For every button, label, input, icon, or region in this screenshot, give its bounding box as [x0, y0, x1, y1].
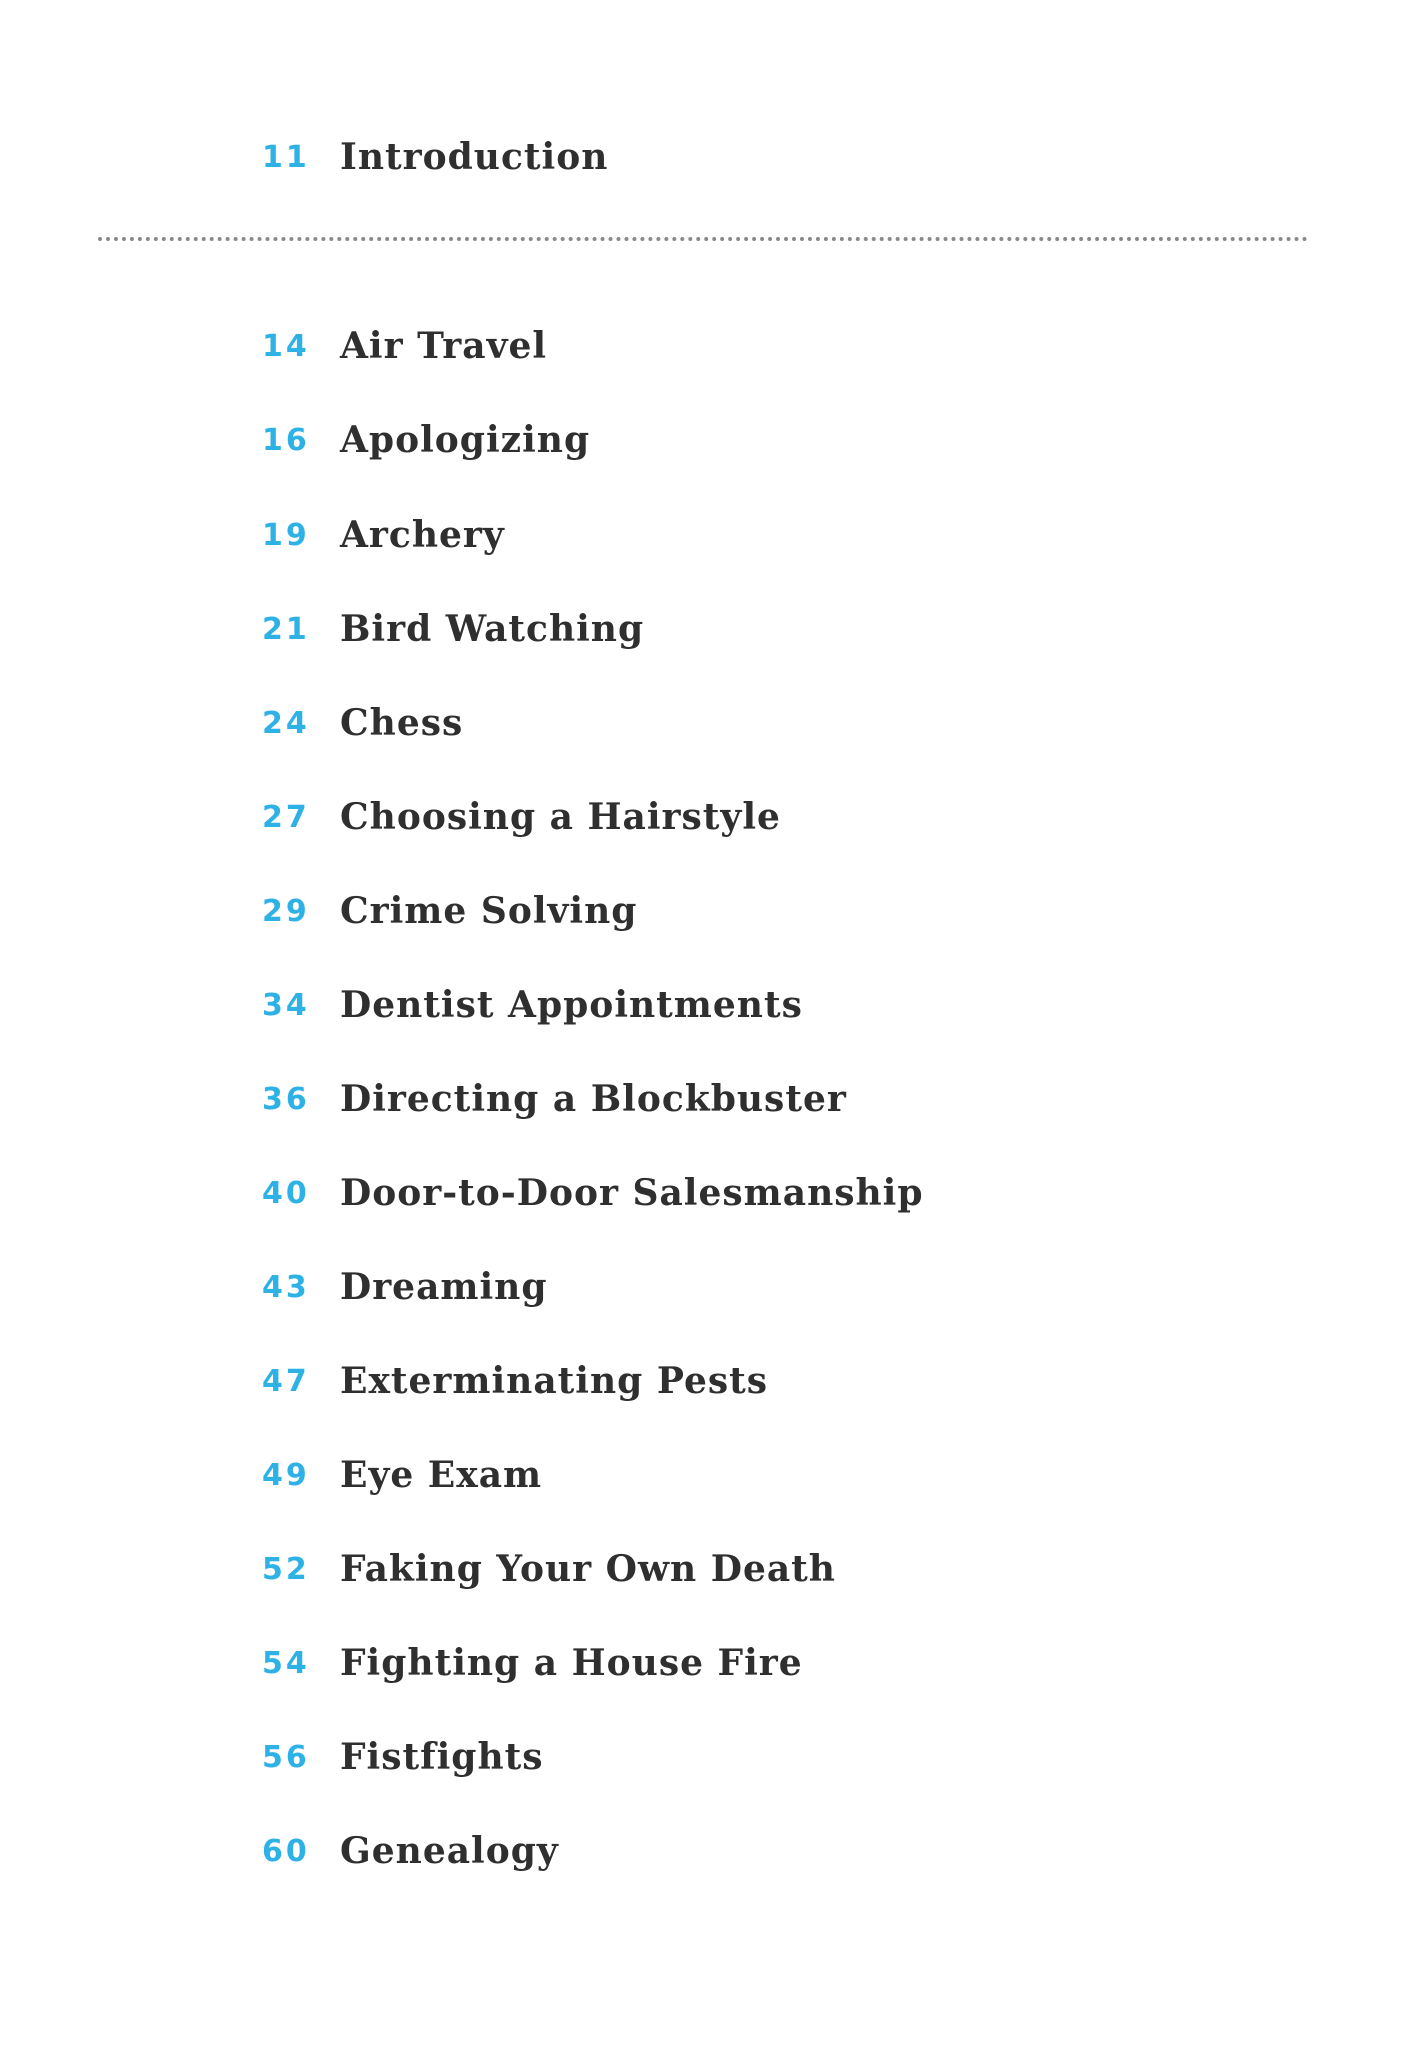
toc-title: Chess — [340, 702, 464, 744]
toc-title: Air Travel — [340, 325, 548, 367]
toc-title: Archery — [340, 514, 505, 556]
toc-page-number: 40 — [262, 1175, 310, 1211]
toc-title: Dentist Appointments — [340, 984, 803, 1026]
toc-entry[interactable] — [262, 505, 505, 565]
toc-page-number: 24 — [262, 705, 310, 741]
toc-entry[interactable] — [262, 1163, 924, 1223]
toc-entry[interactable] — [262, 881, 637, 941]
toc-entry-introduction[interactable] — [262, 127, 608, 187]
toc-page-number: 43 — [262, 1269, 310, 1305]
toc-page-number: 19 — [262, 517, 310, 553]
toc-page-number: 29 — [262, 893, 310, 929]
toc-page-number: 49 — [262, 1457, 310, 1493]
toc-page-number: 27 — [262, 799, 310, 835]
toc-entry[interactable] — [262, 1821, 559, 1881]
toc-title: Bird Watching — [340, 608, 645, 650]
toc-entry[interactable] — [262, 1069, 847, 1129]
toc-entry[interactable] — [262, 1351, 768, 1411]
toc-entry[interactable] — [262, 1633, 803, 1693]
toc-title: Apologizing — [340, 419, 591, 461]
dotted-divider — [98, 237, 1308, 241]
toc-page-number: 54 — [262, 1645, 310, 1681]
toc-page-number: 56 — [262, 1739, 310, 1775]
toc-page-number: 14 — [262, 328, 310, 364]
toc-title: Choosing a Hairstyle — [340, 796, 781, 838]
toc-page-number: 11 — [262, 139, 310, 175]
toc-entry[interactable] — [262, 1727, 544, 1787]
toc-entry[interactable] — [262, 693, 463, 753]
toc-title: Door-to-Door Salesmanship — [340, 1172, 924, 1214]
toc-page-number: 47 — [262, 1363, 310, 1399]
toc-entry[interactable] — [262, 787, 781, 847]
toc-title: Fighting a House Fire — [340, 1642, 803, 1684]
toc-entry[interactable] — [262, 1445, 542, 1505]
toc-title: Exterminating Pests — [340, 1360, 769, 1402]
toc-title: Crime Solving — [340, 890, 638, 932]
toc-page-number: 16 — [262, 422, 310, 458]
toc-entry[interactable] — [262, 410, 590, 470]
toc-entry[interactable] — [262, 599, 644, 659]
toc-title: Genealogy — [340, 1830, 559, 1872]
toc-entry[interactable] — [262, 1257, 548, 1317]
toc-title: Fistfights — [340, 1736, 544, 1778]
toc-title: Eye Exam — [340, 1454, 543, 1496]
toc-entry[interactable] — [262, 1539, 836, 1599]
toc-entry[interactable] — [262, 975, 803, 1035]
toc-title: Faking Your Own Death — [340, 1548, 836, 1590]
toc-title: Dreaming — [340, 1266, 548, 1308]
toc-page-number: 34 — [262, 987, 310, 1023]
toc-page-number: 52 — [262, 1551, 310, 1587]
toc-page-number: 36 — [262, 1081, 310, 1117]
toc-title: Introduction — [340, 136, 609, 178]
toc-page-number: 21 — [262, 611, 310, 647]
toc-entry[interactable] — [262, 316, 547, 376]
toc-title: Directing a Blockbuster — [340, 1078, 847, 1120]
toc-page-number: 60 — [262, 1833, 310, 1869]
